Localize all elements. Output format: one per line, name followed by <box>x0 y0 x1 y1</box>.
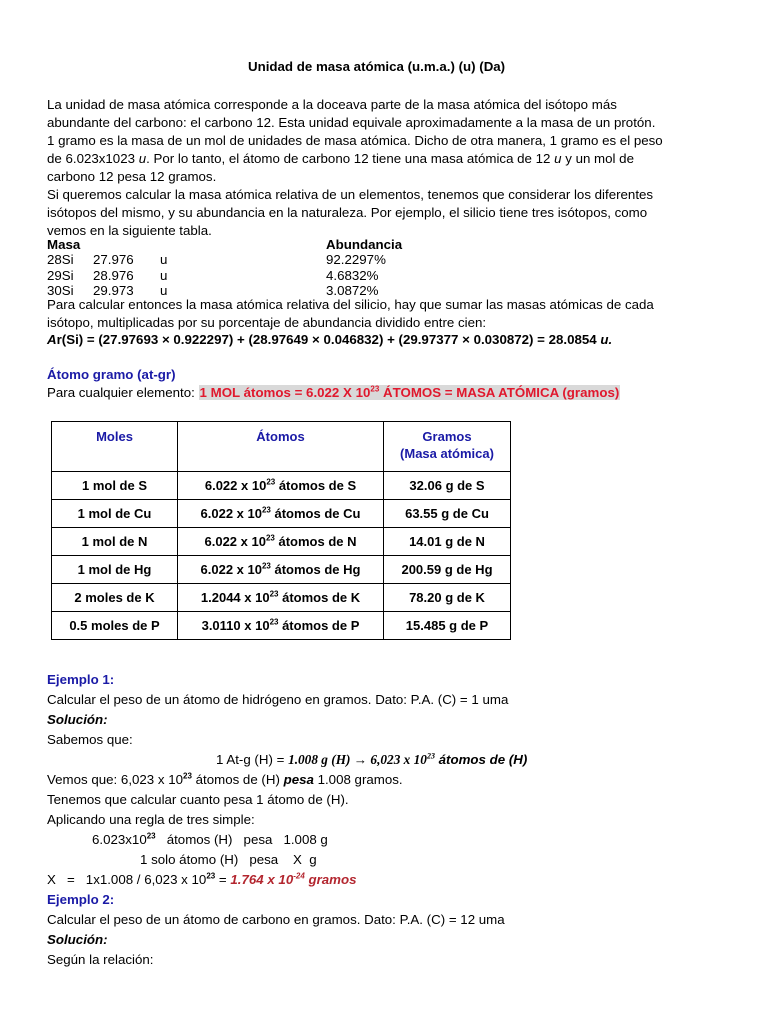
cell-atomos: 6.022 x $10^{23}$ átomos de Cu <box>178 500 384 528</box>
para2-line-3: vemos en la siguiente tabla. <box>47 223 212 238</box>
table-row <box>52 584 511 612</box>
table-row <box>52 612 511 640</box>
example-1-result: X = 1x1.008 / 6,023 x $10^{23} = 1.764$ x $10^{-24}$ gramos <box>47 871 357 887</box>
isotope-unit: u <box>160 283 168 298</box>
para3-line-2: isótopo, multiplicadas por su porcentaje de abundancia dividido entre cien: <box>47 315 487 330</box>
example-1-aplicando: Aplicando una regla de tres simple: <box>47 812 255 827</box>
cell-gramos: 15.485 g de P <box>384 612 511 640</box>
iso-header-masa: Masa <box>47 237 81 252</box>
intro-line-5: carbono 12 pesa 12 gramos. <box>47 169 217 184</box>
cell-atomos: 6.022 x $10^{23}$ átomos de Hg <box>178 556 384 584</box>
cell-gramos: 14.01 g de N <box>384 528 511 556</box>
page-title: Unidad de masa atómica (u.m.a.) (u) (Da) <box>248 59 506 74</box>
isotope-mass: 29.973 <box>93 283 134 298</box>
cell-atomos: 6.022 x $10^{23}$ átomos de S <box>178 472 384 500</box>
isotope-unit: u <box>160 252 168 267</box>
intro-line-1: La unidad de masa atómica corresponde a la doceava parte de la masa atómica del isótopo más <box>47 97 617 112</box>
intro-line-2: abundante del carbono: el carbono 12. Esta unidad equivale aproximadamente a la masa de un protón. <box>47 115 656 130</box>
atomo-gramo-line: Para cualquier elemento: 1 MOL átomos = 6.022 X $10^{23}$ ÁTOMOS = MASA ATÓMICA (gramos) <box>47 384 620 400</box>
isotope-abundance: 3.0872% <box>326 283 379 298</box>
isotope-mass: 27.976 <box>93 252 134 267</box>
cell-atomos: 6.022 x $10^{23}$ átomos de N <box>178 528 384 556</box>
example-2-segun: Según la relación: <box>47 952 154 967</box>
example-1-statement: Calcular el peso de un átomo de hidrógeno en gramos. Dato: P.A. (C) = 1 uma <box>47 692 509 707</box>
table-header-row <box>52 422 511 472</box>
cell-atomos: 1.2044 x $10^{23}$ átomos de K <box>178 584 384 612</box>
table-row <box>52 472 511 500</box>
table-row <box>52 556 511 584</box>
result-value: 1.764 x $10^{-24}$ gramos <box>230 871 357 887</box>
cell-gramos: 63.55 g de Cu <box>384 500 511 528</box>
moles-table <box>51 421 511 640</box>
cell-moles: 1 mol de N <box>52 528 178 556</box>
rule-of-three-line-1: $6.023x10^{23}$ átomos (H) pesa 1.008 g <box>92 831 328 847</box>
cell-gramos: 78.20 g de K <box>384 584 511 612</box>
example-2-solucion: Solución: <box>47 932 108 947</box>
example-2-title: Ejemplo 2: <box>47 892 115 907</box>
para2-line-2: isótopos del mismo, y su abundancia en la naturaleza. Por ejemplo, el silicio tiene tres isótopos, como <box>47 205 648 220</box>
example-1-sabemos: Sabemos que: <box>47 732 133 747</box>
para3-line-1: Para calcular entonces la masa atómica relativa del silicio, hay que sumar las masas atómicas de cada <box>47 297 654 312</box>
example-1-title: Ejemplo 1: <box>47 672 115 687</box>
col-header-moles: Moles <box>52 422 178 472</box>
isotope-mass: 28.976 <box>93 268 134 283</box>
intro-line-4: de 6.023x1023 u. Por lo tanto, el átomo de carbono 12 tiene una masa atómica de 12 u y un mol de <box>47 151 634 166</box>
isotope-abundance: 4.6832% <box>326 268 379 283</box>
table-row <box>52 528 511 556</box>
isotope-name: 28Si <box>47 252 74 267</box>
cell-moles: 0.5 moles de P <box>52 612 178 640</box>
cell-gramos: 32.06 g de S <box>384 472 511 500</box>
atomo-gramo-title: Átomo gramo (at-gr) <box>47 367 176 382</box>
example-1-tenemos: Tenemos que calcular cuanto pesa 1 átomo de (H). <box>47 792 349 807</box>
iso-header-abundancia: Abundancia <box>326 237 403 252</box>
example-1-vemos: Vemos que: 6,023 x $10^{23}$ átomos de (H) pesa 1.008 gramos. <box>47 771 403 787</box>
col-header-gramos: Gramos (Masa atómica) <box>384 422 511 472</box>
rule-of-three-line-2: 1 solo átomo (H) pesa X g <box>140 852 317 867</box>
atomic-mass-formula: Ar(Si) = (27.97693 × 0.922297) + (28.97649 × 0.046832) + (29.97377 × 0.030872) = 28.0854 u. <box>47 332 613 347</box>
cell-atomos: 3.0110 x $10^{23}$ átomos de P <box>178 612 384 640</box>
isotope-abundance: 92.2297% <box>326 252 386 267</box>
cell-moles: 1 mol de S <box>52 472 178 500</box>
para2-line-1: Si queremos calcular la masa atómica relativa de un elementos, tenemos que considerar los diferentes <box>47 187 654 202</box>
isotope-name: 29Si <box>47 268 74 283</box>
intro-line-3: 1 gramo es la masa de un mol de unidades de masa atómica. Dicho de otra manera, 1 gramo es el peso <box>47 133 663 148</box>
example-1-solucion: Solución: <box>47 712 108 727</box>
cell-moles: 2 moles de K <box>52 584 178 612</box>
isotope-name: 30Si <box>47 283 74 298</box>
cell-gramos: 200.59 g de Hg <box>384 556 511 584</box>
col-header-atomos: Átomos <box>178 422 384 472</box>
isotope-unit: u <box>160 268 168 283</box>
highlighted-definition: 1 MOL átomos = 6.022 X $10^{23}$ ÁTOMOS = MASA ATÓMICA (gramos) <box>199 384 620 400</box>
cell-moles: 1 mol de Cu <box>52 500 178 528</box>
table-row <box>52 500 511 528</box>
cell-moles: 1 mol de Hg <box>52 556 178 584</box>
example-2-statement: Calcular el peso de un átomo de carbono en gramos. Dato: P.A. (C) = 12 uma <box>47 912 505 927</box>
example-1-equation: 1 At-g (H) = 1.008 g (H) → 6,023 x $10^{23}$ átomos de (H) <box>216 751 528 767</box>
